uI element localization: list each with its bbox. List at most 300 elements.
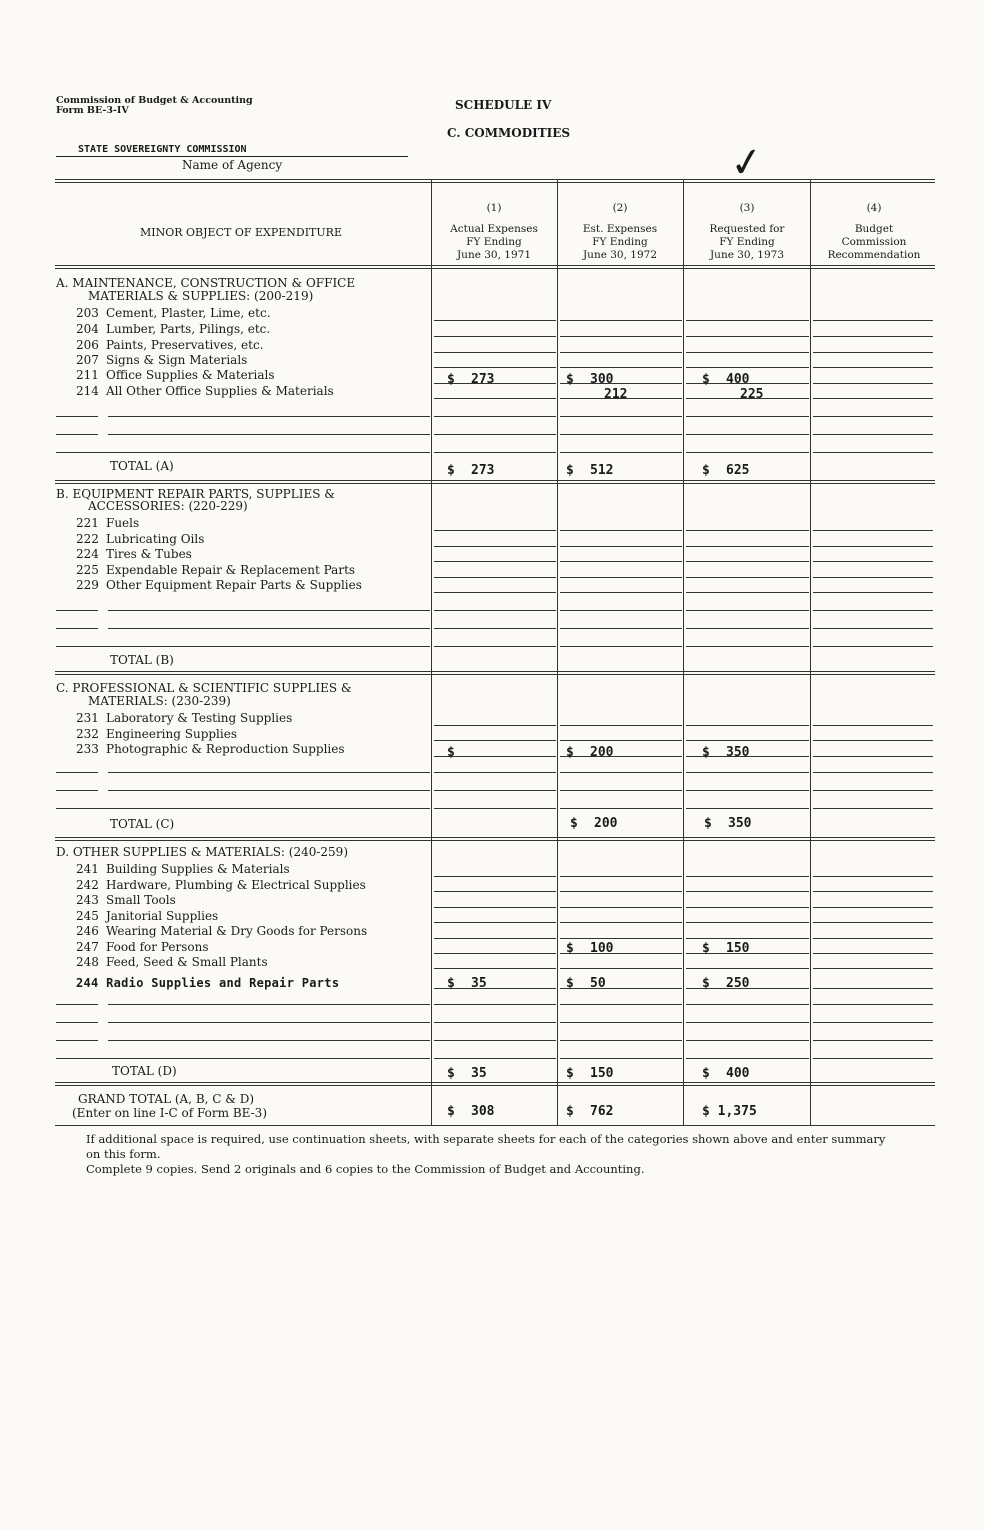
dollar-sign: $ — [447, 1066, 455, 1081]
cell-rule — [434, 1058, 556, 1059]
cell-rule — [560, 891, 682, 892]
cell-211-col3 — [702, 372, 749, 387]
blank-code-line — [56, 772, 98, 773]
cell-rule — [686, 876, 809, 877]
amount: 308 — [471, 1104, 495, 1119]
section-d-item-242 — [76, 878, 366, 892]
item-code: 242 — [76, 878, 99, 892]
agency-underline — [56, 156, 408, 157]
cell-rule — [813, 907, 933, 908]
cell-rule — [813, 530, 933, 531]
item-label: Hardware, Plumbing & Electrical Supplies — [106, 878, 366, 892]
item-code: 246 — [76, 924, 99, 938]
total-d-col2 — [566, 1066, 613, 1081]
cell-rule — [813, 592, 933, 593]
cell-rule — [686, 646, 809, 647]
section-a-item-214 — [76, 384, 334, 398]
cell-rule — [560, 808, 682, 809]
footer-note-line2: on this form. — [86, 1147, 161, 1161]
cell-rule — [434, 725, 556, 726]
item-label: All Other Office Supplies & Materials — [106, 384, 334, 398]
col4-line1: Budget — [854, 223, 894, 235]
cell-rule — [813, 546, 933, 547]
dollar-sign: $ — [566, 941, 574, 956]
section-rule — [55, 837, 935, 838]
section-c-item-232 — [76, 727, 237, 741]
cell-rule — [434, 452, 556, 453]
amount: 400 — [726, 372, 750, 387]
cell-233-col2 — [566, 745, 613, 760]
cell-rule — [560, 922, 682, 923]
section-a-item-203 — [76, 306, 271, 320]
cell-247-col2 — [566, 941, 613, 956]
dollar-sign: $ — [702, 976, 710, 991]
blank-code-line — [56, 416, 98, 417]
cell-rule — [560, 968, 682, 969]
table-top-rule — [55, 182, 935, 183]
section-rule — [55, 1082, 935, 1083]
table-bottom-rule — [55, 1125, 935, 1126]
cell-rule — [813, 577, 933, 578]
section-a-title: A. MAINTENANCE, CONSTRUCTION & OFFICE — [56, 276, 356, 290]
form-number-line: Form BE-3-IV — [56, 105, 129, 116]
amount: 1,375 — [717, 1104, 757, 1119]
total-a-col3 — [702, 463, 749, 478]
column-divider — [683, 180, 684, 1126]
section-rule — [55, 1085, 935, 1086]
cell-rule — [560, 592, 682, 593]
section-b-item-229 — [76, 578, 362, 592]
item-code: 207 — [76, 353, 99, 367]
amount: 273 — [471, 463, 495, 478]
section-c-item-233 — [76, 742, 345, 756]
blank-code-line — [56, 1022, 98, 1023]
cell-rule — [560, 740, 682, 741]
item-label: Lumber, Parts, Pilings, etc. — [106, 322, 271, 336]
cell-rule — [560, 725, 682, 726]
item-code: 206 — [76, 338, 99, 352]
cell-rule — [686, 891, 809, 892]
item-label: Feed, Seed & Small Plants — [106, 955, 268, 969]
amount: 350 — [726, 745, 750, 760]
cell-rule — [434, 808, 556, 809]
cell-rule — [434, 790, 556, 791]
cell-rule — [813, 628, 933, 629]
item-label: Signs & Sign Materials — [106, 353, 248, 367]
blank-line — [56, 452, 430, 453]
item-label: Food for Persons — [106, 940, 209, 954]
col4-line3: Recommendation — [827, 249, 921, 261]
cell-rule — [813, 320, 933, 321]
cell-rule — [813, 646, 933, 647]
cell-rule — [560, 1004, 682, 1005]
cell-rule — [813, 352, 933, 353]
total-d-col3 — [702, 1066, 749, 1081]
cell-rule — [434, 628, 556, 629]
cell-rule — [813, 1004, 933, 1005]
cell-rule — [813, 561, 933, 562]
cell-rule — [686, 452, 809, 453]
cell-rule — [813, 452, 933, 453]
cell-rule — [686, 592, 809, 593]
amount: 250 — [726, 976, 750, 991]
item-label: Engineering Supplies — [106, 727, 237, 741]
form-identifier — [56, 96, 253, 116]
col3-line1: Requested for — [709, 223, 785, 235]
cell-rule — [560, 416, 682, 417]
blank-desc-line — [108, 434, 430, 435]
amount: 625 — [726, 463, 750, 478]
cell-rule — [434, 530, 556, 531]
dollar-sign: $ — [447, 976, 455, 991]
header-bottom-rule — [55, 268, 935, 269]
item-code: 203 — [76, 306, 99, 320]
cell-rule — [560, 561, 682, 562]
item-code: 222 — [76, 532, 99, 546]
dollar-sign: $ — [566, 1066, 574, 1081]
footer-note-line3: Complete 9 copies. Send 2 originals and 6 copies to the Commission of Budget and Accounting. — [86, 1162, 645, 1176]
check-mark-icon: ✓ — [726, 137, 767, 189]
dollar-sign: $ — [704, 816, 712, 831]
amount: 300 — [590, 372, 614, 387]
cell-rule — [560, 772, 682, 773]
cell-rule — [560, 352, 682, 353]
cell-rule — [434, 1022, 556, 1023]
cell-rule — [434, 416, 556, 417]
cell-rule — [813, 416, 933, 417]
cell-247-col3 — [702, 941, 749, 956]
cell-rule — [686, 546, 809, 547]
amount: 273 — [471, 372, 495, 387]
item-code: 221 — [76, 516, 99, 530]
col2-line3: June 30, 1972 — [582, 249, 658, 261]
blank-desc-line — [108, 610, 430, 611]
blank-desc-line — [108, 416, 430, 417]
amount: 35 — [471, 976, 487, 991]
section-rule — [55, 480, 935, 481]
dollar-sign: $ — [702, 745, 710, 760]
dollar-sign: $ — [566, 745, 574, 760]
cell-rule — [434, 592, 556, 593]
section-b-item-225 — [76, 563, 355, 577]
blank-desc-line — [108, 1022, 430, 1023]
total-d-label: TOTAL (D) — [112, 1064, 177, 1078]
item-code: 243 — [76, 893, 99, 907]
cell-214-col2: 212 — [604, 387, 628, 402]
cell-rule — [560, 907, 682, 908]
blank-code-line — [56, 790, 98, 791]
grand-total-label: GRAND TOTAL (A, B, C & D) — [78, 1092, 255, 1106]
cell-rule — [813, 808, 933, 809]
form-commission-line: Commission of Budget & Accounting — [56, 95, 253, 106]
blank-desc-line — [108, 1004, 430, 1005]
section-d-item-247 — [76, 940, 208, 954]
item-label: Building Supplies & Materials — [106, 862, 290, 876]
dollar-sign: $ — [702, 1104, 710, 1119]
cell-rule — [560, 790, 682, 791]
cell-rule — [434, 434, 556, 435]
dollar-sign: $ — [702, 463, 710, 478]
amount: 512 — [590, 463, 614, 478]
cell-rule — [686, 530, 809, 531]
cell-rule — [686, 968, 809, 969]
col3-line2: FY Ending — [719, 236, 775, 248]
cell-rule — [813, 1040, 933, 1041]
blank-code-line — [56, 1040, 98, 1041]
item-code: 211 — [76, 368, 99, 382]
cell-rule — [686, 416, 809, 417]
cell-rule — [686, 922, 809, 923]
item-label: Laboratory & Testing Supplies — [106, 711, 293, 725]
cell-rule — [560, 1022, 682, 1023]
cell-rule — [560, 610, 682, 611]
agency-label: Name of Agency — [182, 158, 283, 172]
cell-rule — [434, 367, 556, 368]
cell-rule — [434, 336, 556, 337]
section-d-title: D. OTHER SUPPLIES & MATERIALS: (240-259) — [56, 845, 348, 859]
cell-rule — [813, 383, 933, 384]
cell-rule — [686, 808, 809, 809]
cell-rule — [434, 577, 556, 578]
section-rule — [55, 674, 935, 675]
cell-rule — [686, 772, 809, 773]
item-label: Cement, Plaster, Lime, etc. — [106, 306, 271, 320]
cell-rule — [560, 434, 682, 435]
column-divider — [810, 180, 811, 1126]
column-header-actual-1971 — [432, 202, 556, 262]
blank-desc-line — [108, 628, 430, 629]
cell-rule — [813, 790, 933, 791]
grand-total-instruction: (Enter on line I-C of Form BE-3) — [72, 1106, 267, 1120]
item-code: 231 — [76, 711, 99, 725]
cell-rule — [813, 953, 933, 954]
col1-line3: June 30, 1971 — [456, 249, 532, 261]
blank-code-line — [56, 434, 98, 435]
blank-code-line — [56, 610, 98, 611]
total-a-col2 — [566, 463, 613, 478]
category-title: C. COMMODITIES — [447, 126, 571, 140]
cell-rule — [686, 577, 809, 578]
cell-rule — [560, 367, 682, 368]
cell-rule — [686, 907, 809, 908]
cell-rule — [434, 1040, 556, 1041]
cell-rule — [686, 790, 809, 791]
column-divider — [431, 180, 432, 1126]
grand-total-col3 — [702, 1104, 757, 1119]
item-code: 214 — [76, 384, 99, 398]
grand-total-col1 — [447, 1104, 494, 1119]
column-header-budget-recommendation — [812, 202, 936, 262]
cell-rule — [560, 1040, 682, 1041]
item-label: Janitorial Supplies — [106, 909, 219, 923]
blank-line — [56, 1058, 430, 1059]
col4-number: (4) — [866, 202, 882, 214]
section-b-item-222 — [76, 532, 204, 546]
column-divider — [557, 180, 558, 1126]
cell-rule — [813, 922, 933, 923]
cell-rule — [686, 938, 809, 939]
col4-line2: Commission — [841, 236, 907, 248]
cell-rule — [686, 352, 809, 353]
item-label: Other Equipment Repair Parts & Supplies — [106, 578, 362, 592]
header-bottom-rule — [55, 265, 935, 266]
dollar-sign: $ — [447, 372, 455, 387]
cell-rule — [560, 452, 682, 453]
section-a-item-206 — [76, 338, 264, 352]
section-b-item-221 — [76, 516, 139, 530]
col1-line2: FY Ending — [466, 236, 522, 248]
amount: 150 — [590, 1066, 614, 1081]
cell-rule — [560, 577, 682, 578]
item-label: Tires & Tubes — [106, 547, 192, 561]
blank-code-line — [56, 1004, 98, 1005]
cell-rule — [434, 938, 556, 939]
cell-rule — [434, 352, 556, 353]
section-rule — [55, 671, 935, 672]
cell-rule — [813, 740, 933, 741]
cell-rule — [434, 610, 556, 611]
schedule-title: SCHEDULE IV — [455, 98, 552, 112]
blank-code-line — [56, 628, 98, 629]
dollar-sign: $ — [566, 463, 574, 478]
typed-item-244: 244 Radio Supplies and Repair Parts — [76, 976, 340, 990]
cell-rule — [434, 891, 556, 892]
item-label: Office Supplies & Materials — [106, 368, 275, 382]
col2-number: (2) — [612, 202, 628, 214]
dollar-sign: $ — [566, 372, 574, 387]
dollar-sign: $ — [447, 463, 455, 478]
item-code: 224 — [76, 547, 99, 561]
cell-rule — [560, 1058, 682, 1059]
section-c-title: C. PROFESSIONAL & SCIENTIFIC SUPPLIES & — [56, 681, 352, 695]
cell-233-col1: $ — [447, 745, 455, 760]
cell-rule — [434, 561, 556, 562]
cell-rule — [813, 1058, 933, 1059]
cell-rule — [434, 1004, 556, 1005]
cell-rule — [560, 628, 682, 629]
section-d-item-246 — [76, 924, 367, 938]
dollar-sign: $ — [447, 1104, 455, 1119]
cell-rule — [560, 876, 682, 877]
col3-line3: June 30, 1973 — [709, 249, 785, 261]
cell-rule — [686, 1040, 809, 1041]
total-a-label: TOTAL (A) — [110, 459, 174, 473]
cell-211-col2 — [566, 372, 613, 387]
col3-number: (3) — [739, 202, 755, 214]
col2-line1: Est. Expenses — [582, 223, 658, 235]
cell-rule — [560, 546, 682, 547]
amount: 200 — [590, 745, 614, 760]
amount: 150 — [726, 941, 750, 956]
section-c-item-231 — [76, 711, 292, 725]
cell-244-col2 — [566, 976, 606, 991]
cell-rule — [434, 320, 556, 321]
cell-rule — [686, 367, 809, 368]
cell-rule — [686, 434, 809, 435]
cell-rule — [686, 610, 809, 611]
item-label: Expendable Repair & Replacement Parts — [106, 563, 356, 577]
cell-244-col1 — [447, 976, 487, 991]
cell-rule — [686, 561, 809, 562]
agency-name-value: STATE SOVEREIGNTY COMMISSION — [78, 144, 247, 155]
amount: 100 — [590, 941, 614, 956]
blank-desc-line — [108, 772, 430, 773]
total-a-col1 — [447, 463, 494, 478]
cell-rule — [813, 398, 933, 399]
col2-line2: FY Ending — [592, 236, 648, 248]
section-b-subtitle: ACCESSORIES: (220-229) — [88, 499, 248, 513]
cell-rule — [686, 725, 809, 726]
section-d-item-241 — [76, 862, 290, 876]
column-header-est-1972 — [558, 202, 682, 262]
total-c-col3 — [704, 816, 751, 831]
section-rule — [55, 483, 935, 484]
dollar-sign: $ — [702, 372, 710, 387]
total-c-label: TOTAL (C) — [110, 817, 175, 831]
cell-rule — [813, 434, 933, 435]
section-d-item-243 — [76, 893, 176, 907]
blank-line — [56, 646, 430, 647]
cell-rule — [434, 646, 556, 647]
blank-line — [56, 808, 430, 809]
cell-rule — [686, 320, 809, 321]
dollar-sign: $ — [570, 816, 578, 831]
col1-line1: Actual Expenses — [450, 223, 538, 235]
cell-rule — [434, 907, 556, 908]
cell-rule — [813, 772, 933, 773]
dollar-sign: $ — [566, 976, 574, 991]
cell-233-col3 — [702, 745, 749, 760]
total-c-col2 — [570, 816, 617, 831]
footer-note-line1: If additional space is required, use continuation sheets, with separate sheets for each of the categories shown above and enter summary — [86, 1132, 886, 1146]
section-a-subtitle: MATERIALS & SUPPLIES: (200-219) — [88, 289, 314, 303]
item-code: 225 — [76, 563, 99, 577]
item-code: 247 — [76, 940, 99, 954]
cell-rule — [434, 398, 556, 399]
cell-rule — [434, 546, 556, 547]
item-code: 245 — [76, 909, 99, 923]
dollar-sign: $ — [702, 941, 710, 956]
column-header-requested-1973 — [684, 202, 810, 262]
cell-rule — [686, 336, 809, 337]
col1-number: (1) — [486, 202, 502, 214]
section-d-item-248 — [76, 955, 268, 969]
cell-rule — [686, 1004, 809, 1005]
section-b-title: B. EQUIPMENT REPAIR PARTS, SUPPLIES & — [56, 487, 335, 501]
blank-desc-line — [108, 1040, 430, 1041]
cell-rule — [813, 876, 933, 877]
amount: 35 — [471, 1066, 487, 1081]
cell-rule — [813, 891, 933, 892]
item-code: 232 — [76, 727, 99, 741]
cell-rule — [434, 740, 556, 741]
amount: 200 — [594, 816, 618, 831]
cell-rule — [434, 968, 556, 969]
item-code: 204 — [76, 322, 99, 336]
section-a-item-204 — [76, 322, 270, 336]
total-b-label: TOTAL (B) — [110, 653, 174, 667]
amount: 50 — [590, 976, 606, 991]
cell-rule — [560, 320, 682, 321]
cell-rule — [813, 610, 933, 611]
cell-244-col3 — [702, 976, 749, 991]
cell-211-col1 — [447, 372, 494, 387]
amount: 762 — [590, 1104, 614, 1119]
cell-rule — [560, 336, 682, 337]
item-label: Wearing Material & Dry Goods for Persons — [106, 924, 368, 938]
cell-rule — [813, 725, 933, 726]
item-code: 248 — [76, 955, 99, 969]
